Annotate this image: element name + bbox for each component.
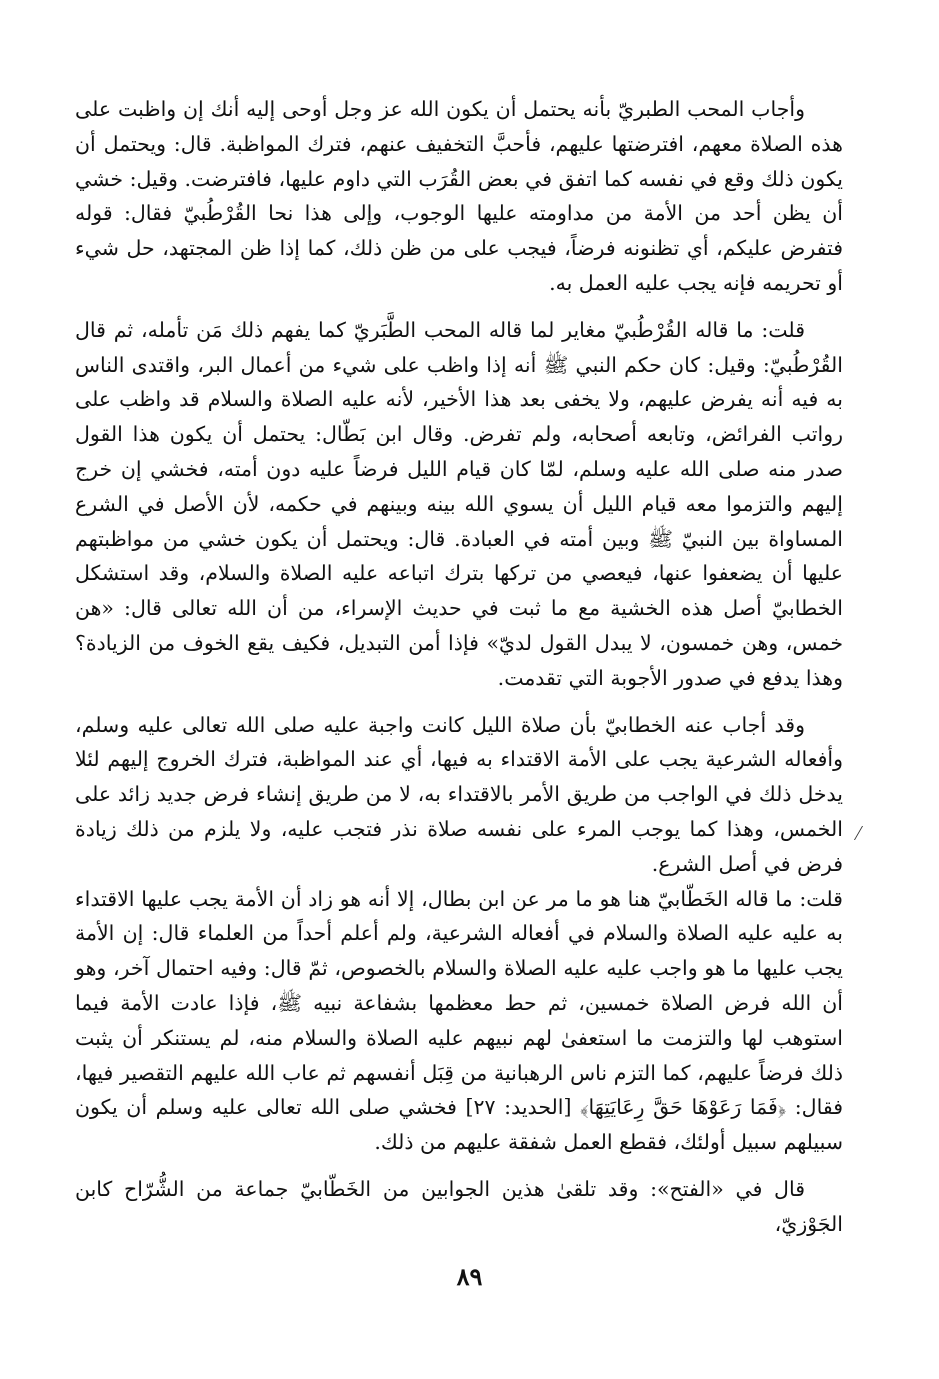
paragraph-3: وقد أجاب عنه الخطابيّ بأن صلاة الليل كانت واجبة عليه صلى الله تعالى عليه وسلم، وأفعاله الشرعية يجب على الأمة الاقتداء به فيها، أي عند المواظبة، فترك الخروج إليهم لئلا يدخل ذلك في الواجب من طريق الأمر بالاقتداء به، لا من طريق إنشاء فرض جديد زائد على الخمس، وهذا كما يوجب المرء على نفسه صلاة نذر فتجب عليه، ولا يلزم من ذلك زيادة فرض في أصل الشرع. <box>75 712 843 876</box>
paragraph-2: قلت: ما قاله القُرْطُبيّ مغاير لما قاله المحب الطَّبَريّ كما يفهم ذلك مَن تأمله، ثم قال القُرْطُبيّ: وقيل: كان حكم النبي ﷺ أنه إذا واظب على شيء من أعمال البر، واقتدى الناس به فيه أنه يفرض عليهم، ولا يخفى بعد هذا الأخير، لأنه عليه الصلاة والسلام قد واظب على رواتب الفرائض، وتابعه أصحابه، ولم تفرض. وقال ابن بَطّال: يحتمل أن يكون هذا القول صدر منه صلى الله عليه وسلم، لمّا كان قيام الليل فرضاً عليه دون أمته، فخشي إن خرج إليهم والتزموا معه قيام الليل أن يسوي الله بينه وبينهم في حكمه، لأن الأصل في الشرع المساواة بين النبيّ ﷺ وبين أمته في العبادة. قال: ويحتمل أن يكون خشي من مواظبتهم عليها أن يضعفوا عنها، فيعصي من تركها بترك اتباعه عليه الصلاة والسلام، وقد استشكل الخطابيّ أصل هذه الخشية مع ما ثبت في حديث الإسراء، من أن الله تعالى قال: «هن خمس، وهن خمسون، لا يبدل القول لديّ» فإذا أمن التبديل، فكيف يقع الخوف من الزيادة؟ وهذا يدفع في صدور الأجوبة التي تقدمت. <box>75 317 843 690</box>
paragraph-5: قال في «الفتح»: وقد تلقىٰ هذين الجوابين من الخَطّابيّ جماعة من الشُّرّاح كابن الجَوْزيّ، <box>75 1176 843 1236</box>
page-body <box>75 92 843 1254</box>
margin-mark <box>854 826 873 840</box>
paragraph-1: وأجاب المحب الطبريّ بأنه يحتمل أن يكون الله عز وجل أوحى إليه أنك إن واظبت على هذه الصلاة معهم، افترضتها عليهم، فأحبَّ التخفيف عنهم، فترك المواظبة. قال: ويحتمل أن يكون ذلك وقع في نفسه كما اتفق في بعض القُرَب التي داوم عليها، فافترضت. وقيل: خشي أن يظن أحد من الأمة من مداومته عليها الوجوب، وإلى هذا نحا القُرْطُبيّ فقال: قوله فتفرض عليكم، أي تظنونه فرضاً، فيجب على من ظن ذلك، كما إذا ظن المجتهد، حل شيء أو تحريمه فإنه يجب عليه العمل به. <box>75 97 843 295</box>
page-number: ٨٩ <box>456 1262 483 1291</box>
paragraph-4: قلت: ما قاله الخَطّابيّ هنا هو ما مر عن ابن بطال، إلا أنه هو زاد أن الأمة يجب عليها الاقتداء به عليه عليه الصلاة والسلام في أفعاله الشرعية، ولم أعلم أحداً من العلماء قال: إن الأمة يجب عليها ما هو واجب عليه عليه الصلاة والسلام بالخصوص، ثمّ قال: وفيه احتمال آخر، وهو أن الله فرض الصلاة خمسين، ثم حط معظمها بشفاعة نبيه ﷺ، فإذا عادت الأمة فيما استوهب لها والتزمت ما استعفىٰ لهم نبيهم عليه الصلاة والسلام منه، لم يستنكر أن يثبت ذلك فرضاً عليهم، كما التزم ناس الرهبانية من قِبَل أنفسهم ثم عاب الله عليهم التقصير فيها، فقال: ﴿فَمَا رَعَوْهَا حَقَّ رِعَايَتِهَا﴾ [الحديد: ٢٧] فخشي صلى الله تعالى عليه وسلم أن يكون سبيلهم سبيل أولئك، فقطع العمل شفقة عليهم من ذلك. <box>75 886 843 1155</box>
